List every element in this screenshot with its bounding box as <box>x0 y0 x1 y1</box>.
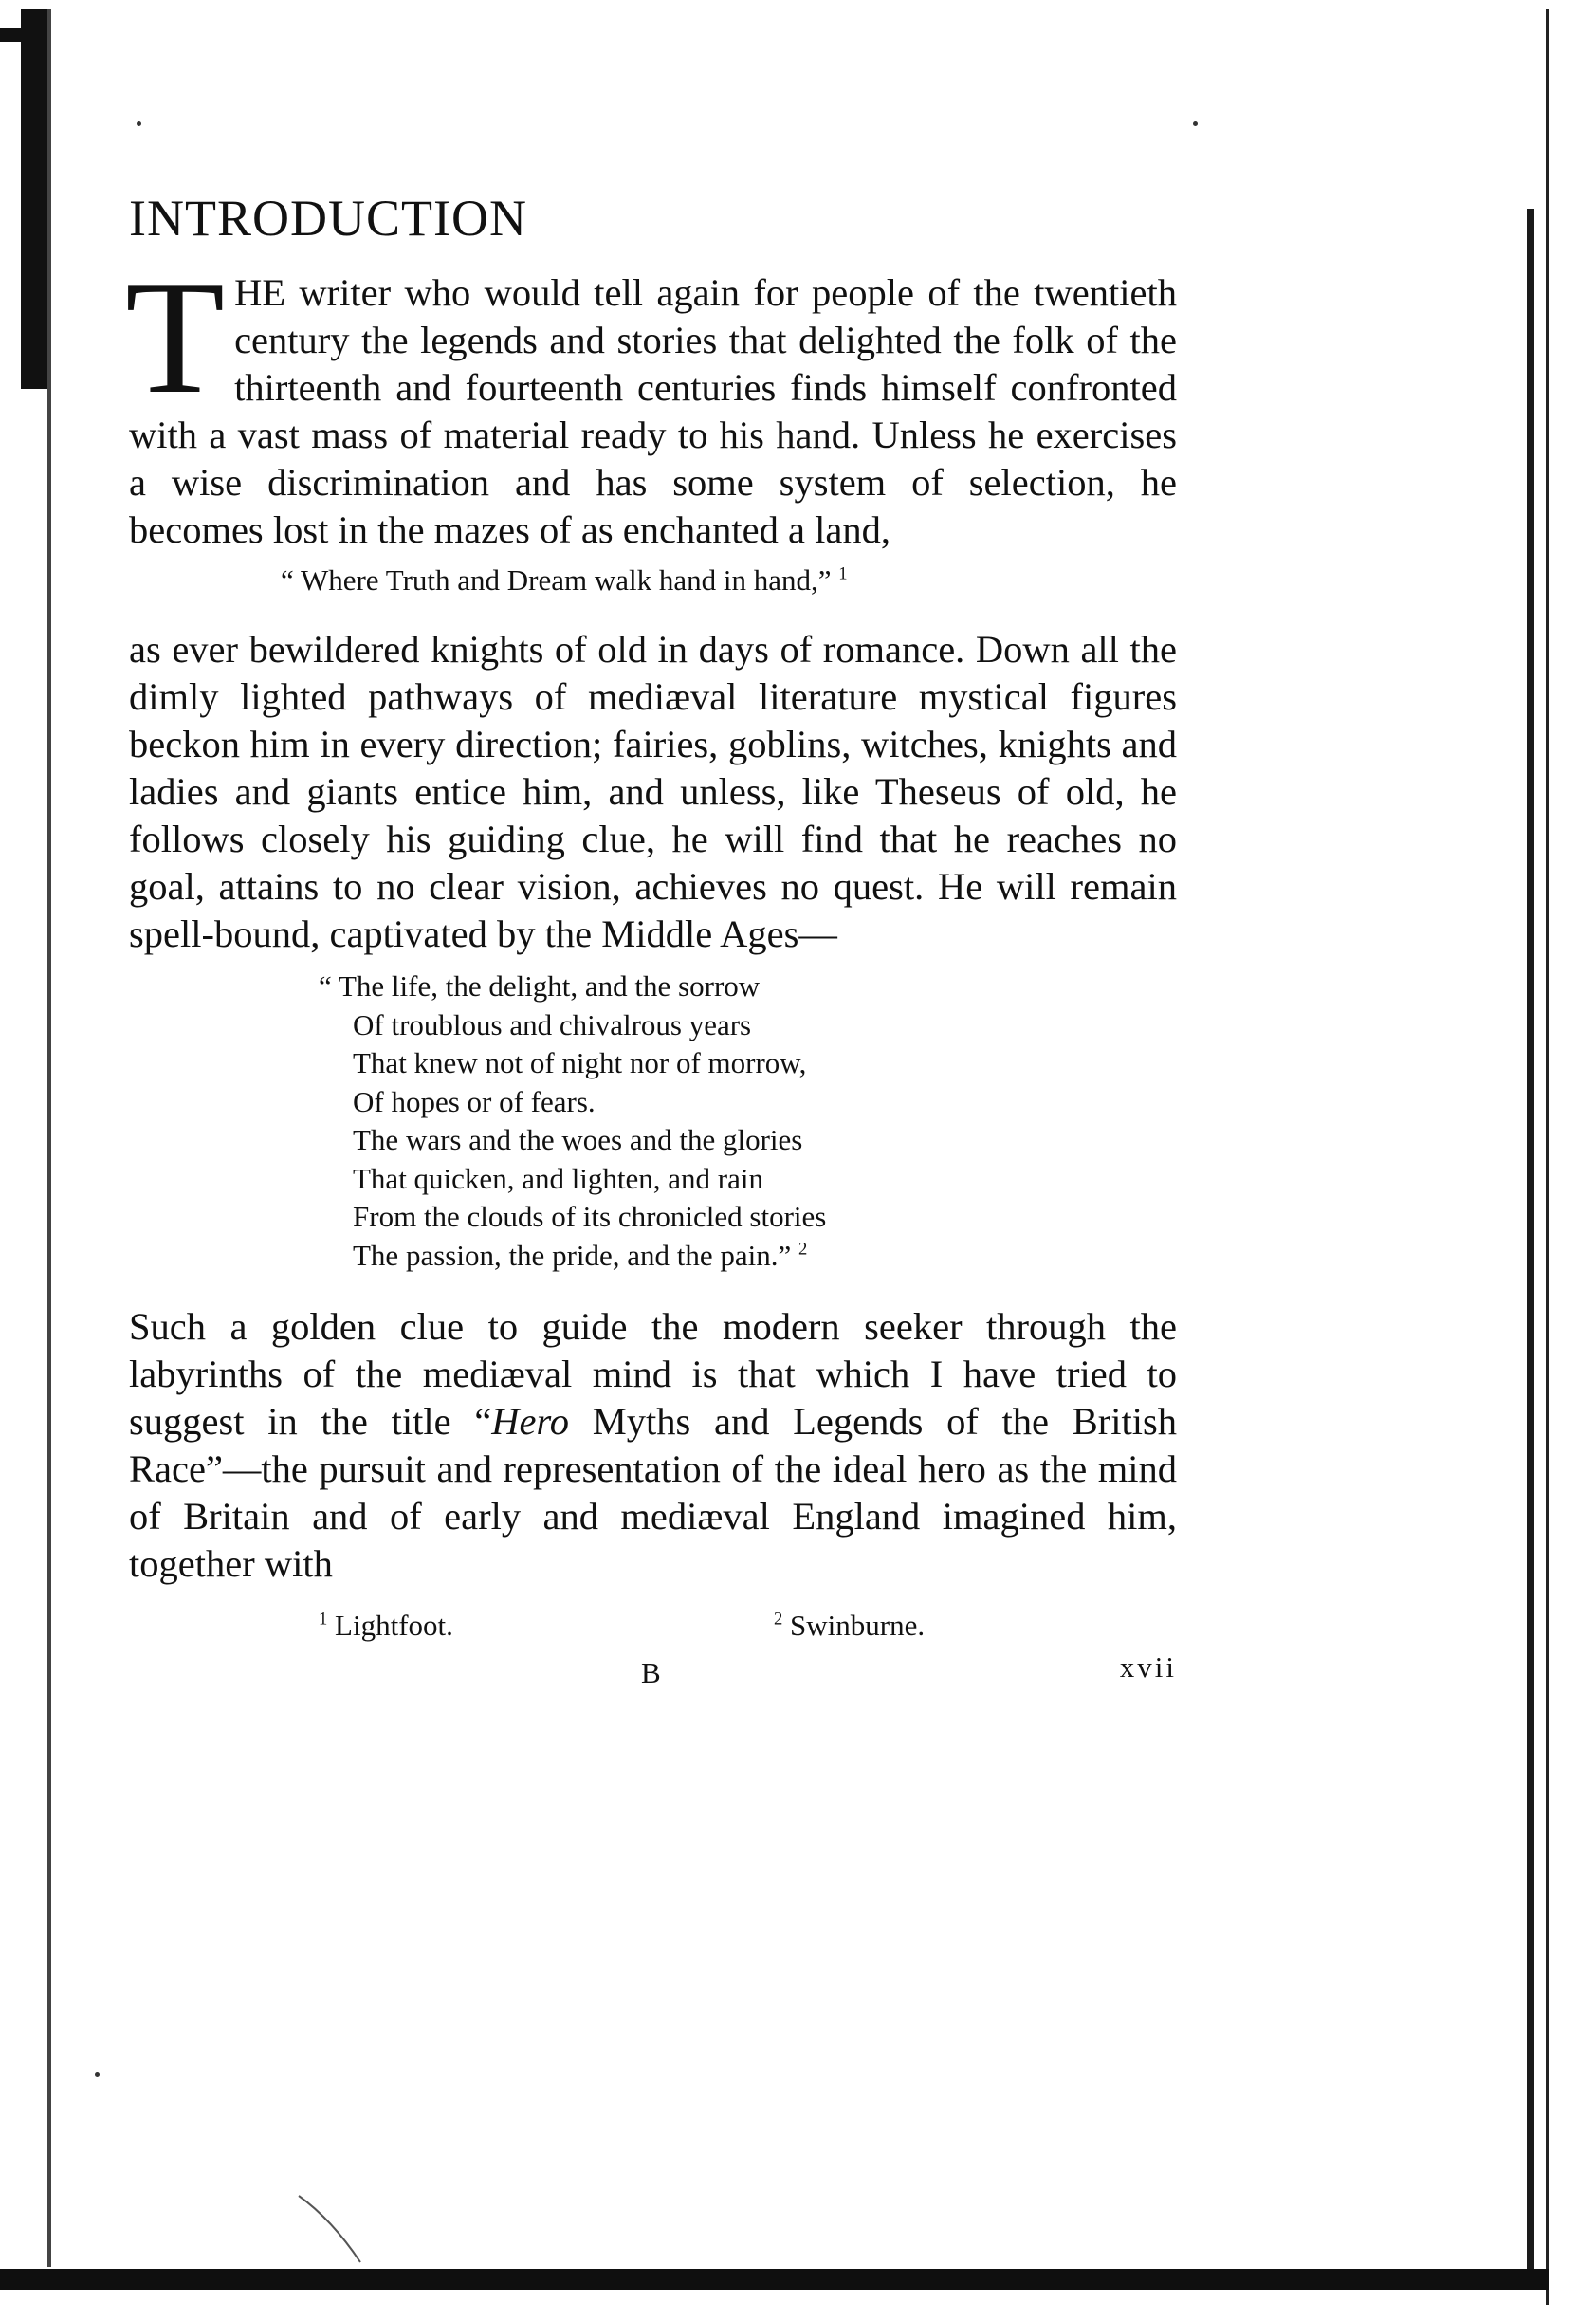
verse-line: “ The life, the delight, and the sorrow <box>319 969 761 1003</box>
paragraph-opening-text: HE writer who would tell again for people of the twentieth century the legends and stories that delighted the folk of the thirteenth and fourteenth centuries finds himself confronted with a vast mass of material ready to his hand. Unless he exercises a wise discrimination and has some system of selection, he becomes lost in the mazes of as enchanted a land, <box>129 271 1177 551</box>
footnote-text: Lightfoot. <box>335 1609 453 1642</box>
page-number: xvii <box>1119 1650 1177 1684</box>
page-content <box>125 190 1177 1698</box>
scan-border-bottom <box>0 2269 1549 2290</box>
paragraph-third <box>129 1303 1177 1588</box>
footnote-2 <box>774 1607 925 1645</box>
paragraph-third-end: Myths and Legends of the British Race”—the pursuit and representation of the ideal hero as the mind of Britain and of early and mediæval England imagined him, together with <box>129 1400 1177 1585</box>
verse-line: That quicken, and lighten, and rain <box>353 1161 764 1195</box>
page-title: INTRODUCTION <box>129 190 527 247</box>
verse-line: Of troublous and chivalrous years <box>353 1007 752 1041</box>
footnote-ref-1: 1 <box>838 563 848 584</box>
page-footer <box>129 1650 1177 1698</box>
footnote-1 <box>319 1607 453 1645</box>
scan-scribble-mark <box>294 2191 370 2267</box>
verse-quote <box>319 967 1177 1275</box>
drop-cap: T <box>125 248 226 428</box>
scan-speck <box>1193 121 1198 126</box>
paragraph-opening <box>125 248 1177 554</box>
verse-line-last <box>319 1237 1177 1276</box>
footnote-ref-2: 2 <box>798 1239 808 1260</box>
scan-border-right <box>1546 9 1549 2305</box>
title-italic-word: Hero <box>491 1400 570 1443</box>
scan-speck <box>95 2072 100 2077</box>
epigraph <box>281 562 1177 599</box>
scan-border-left-line <box>47 9 51 2267</box>
verse-line: That knew not of night nor of morrow, <box>353 1046 807 1079</box>
paragraph-third-start: Such a golden clue to guide the modern seeker through the labyrinths of the mediæval mind is that which I have tried to suggest in the title “ <box>129 1305 1177 1443</box>
footnote-mark: 1 <box>319 1609 328 1630</box>
scan-speck <box>137 121 141 126</box>
footnote-mark: 2 <box>774 1609 783 1630</box>
verse-line: From the clouds of its chronicled stories <box>353 1200 827 1233</box>
verse-line-text: The passion, the pride, and the pain.” <box>353 1238 792 1272</box>
footnote-text: Swinburne. <box>790 1609 926 1642</box>
epigraph-text: “ Where Truth and Dream walk hand in hand,” <box>281 563 832 597</box>
scan-border-notch <box>0 28 28 42</box>
footnotes <box>129 1607 1177 1645</box>
signature-mark: B <box>641 1656 661 1689</box>
paragraph-second: as ever bewildered knights of old in days of romance. Down all the dimly lighted pathways of mediæval literature mystical figures beckon him in every direction; fairies, goblins, witches, knights and ladies and giants entice him, and unless, like Theseus of old, he follows closely his guiding clue, he will find that he reaches no goal, attains to no clear vision, achieves no quest. He will remain spell-bound, captivated by the Middle Ages— <box>129 628 1177 955</box>
scan-border-left <box>21 9 49 389</box>
verse-line: The wars and the woes and the glories <box>353 1123 803 1156</box>
verse-line: Of hopes or of fears. <box>353 1084 596 1118</box>
scan-border-right-shadow <box>1527 209 1534 2286</box>
